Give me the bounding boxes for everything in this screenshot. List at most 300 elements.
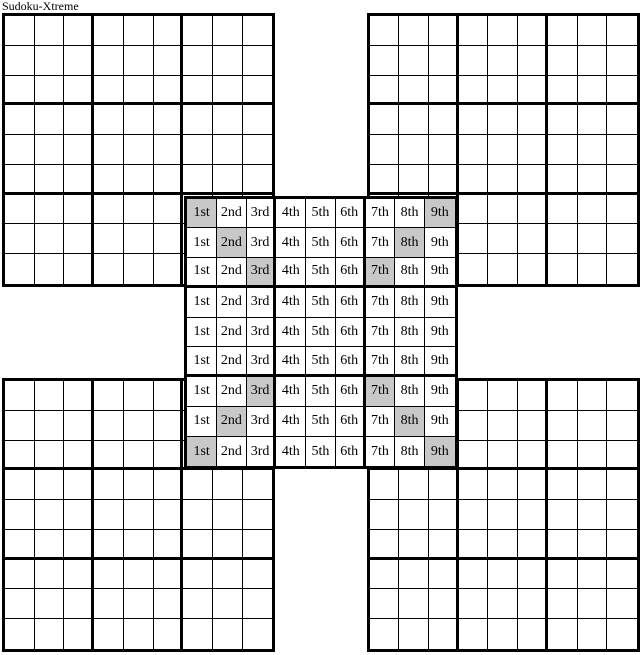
cell[interactable]: [5, 441, 35, 471]
cell[interactable]: [488, 589, 518, 619]
cell[interactable]: [607, 470, 637, 500]
rank-cell[interactable]: 6th: [336, 407, 366, 437]
cell[interactable]: [5, 254, 35, 284]
cell[interactable]: [578, 530, 608, 560]
cell[interactable]: [94, 135, 124, 165]
rank-cell[interactable]: 3rd: [247, 288, 277, 318]
cell[interactable]: [35, 619, 65, 649]
cell[interactable]: [64, 105, 94, 135]
cell[interactable]: [35, 135, 65, 165]
cell[interactable]: [399, 76, 429, 106]
cell[interactable]: [488, 560, 518, 590]
cell[interactable]: [548, 589, 578, 619]
rank-cell[interactable]: 1st: [187, 407, 217, 437]
cell[interactable]: [518, 105, 548, 135]
cell[interactable]: [154, 589, 184, 619]
cell[interactable]: [399, 105, 429, 135]
cell[interactable]: [154, 411, 184, 441]
cell[interactable]: [578, 381, 608, 411]
cell[interactable]: [64, 165, 94, 195]
cell[interactable]: [488, 46, 518, 76]
rank-cell[interactable]: 7th: [366, 228, 396, 258]
cell[interactable]: [154, 500, 184, 530]
cell[interactable]: [488, 76, 518, 106]
cell[interactable]: [429, 589, 459, 619]
cell[interactable]: [5, 195, 35, 225]
rank-cell[interactable]: 2nd: [217, 318, 247, 348]
cell[interactable]: [459, 46, 489, 76]
cell[interactable]: [213, 500, 243, 530]
cell[interactable]: [370, 560, 400, 590]
rank-cell[interactable]: 4th: [276, 199, 306, 229]
rank-cell[interactable]: 3rd: [247, 228, 277, 258]
cell[interactable]: [459, 165, 489, 195]
rank-cell[interactable]: 6th: [336, 288, 366, 318]
cell[interactable]: [124, 470, 154, 500]
cell[interactable]: [124, 105, 154, 135]
cell[interactable]: [429, 500, 459, 530]
rank-cell[interactable]: 6th: [336, 258, 366, 288]
cell[interactable]: [578, 470, 608, 500]
cell[interactable]: [243, 619, 273, 649]
cell[interactable]: [459, 619, 489, 649]
cell[interactable]: [35, 560, 65, 590]
cell[interactable]: [35, 530, 65, 560]
cell[interactable]: [64, 619, 94, 649]
cell[interactable]: [607, 560, 637, 590]
cell[interactable]: [35, 105, 65, 135]
cell[interactable]: [488, 381, 518, 411]
cell[interactable]: [548, 619, 578, 649]
cell[interactable]: [370, 619, 400, 649]
cell[interactable]: [64, 500, 94, 530]
cell[interactable]: [64, 411, 94, 441]
cell[interactable]: [429, 560, 459, 590]
rank-cell[interactable]: 1st: [187, 377, 217, 407]
cell[interactable]: [94, 470, 124, 500]
rank-cell[interactable]: 8th: [395, 407, 425, 437]
cell[interactable]: [607, 16, 637, 46]
cell[interactable]: [35, 470, 65, 500]
cell[interactable]: [64, 195, 94, 225]
rank-cell[interactable]: 3rd: [247, 437, 277, 467]
cell[interactable]: [64, 470, 94, 500]
cell[interactable]: [548, 254, 578, 284]
cell[interactable]: [459, 105, 489, 135]
cell[interactable]: [5, 76, 35, 106]
rank-cell[interactable]: 6th: [336, 377, 366, 407]
cell[interactable]: [243, 135, 273, 165]
cell[interactable]: [429, 619, 459, 649]
cell[interactable]: [5, 589, 35, 619]
cell[interactable]: [607, 619, 637, 649]
cell[interactable]: [5, 165, 35, 195]
cell[interactable]: [518, 530, 548, 560]
cell[interactable]: [213, 16, 243, 46]
rank-cell[interactable]: 8th: [395, 228, 425, 258]
cell[interactable]: [459, 470, 489, 500]
cell[interactable]: [518, 470, 548, 500]
cell[interactable]: [183, 135, 213, 165]
cell[interactable]: [64, 381, 94, 411]
cell[interactable]: [548, 195, 578, 225]
cell[interactable]: [64, 441, 94, 471]
rank-cell[interactable]: 8th: [395, 258, 425, 288]
cell[interactable]: [154, 224, 184, 254]
cell[interactable]: [124, 619, 154, 649]
cell[interactable]: [94, 589, 124, 619]
cell[interactable]: [35, 589, 65, 619]
cell[interactable]: [459, 254, 489, 284]
cell[interactable]: [607, 195, 637, 225]
cell[interactable]: [94, 381, 124, 411]
cell[interactable]: [5, 46, 35, 76]
rank-cell[interactable]: 9th: [425, 377, 455, 407]
rank-cell[interactable]: 4th: [276, 318, 306, 348]
rank-cell[interactable]: 6th: [336, 318, 366, 348]
cell[interactable]: [370, 76, 400, 106]
cell[interactable]: [429, 165, 459, 195]
cell[interactable]: [183, 589, 213, 619]
cell[interactable]: [578, 46, 608, 76]
cell[interactable]: [488, 165, 518, 195]
rank-cell[interactable]: 3rd: [247, 199, 277, 229]
cell[interactable]: [518, 411, 548, 441]
rank-cell[interactable]: 6th: [336, 199, 366, 229]
cell[interactable]: [518, 381, 548, 411]
cell[interactable]: [35, 441, 65, 471]
cell[interactable]: [183, 619, 213, 649]
cell[interactable]: [94, 254, 124, 284]
cell[interactable]: [94, 46, 124, 76]
cell[interactable]: [459, 589, 489, 619]
cell[interactable]: [124, 165, 154, 195]
cell[interactable]: [124, 76, 154, 106]
cell[interactable]: [548, 500, 578, 530]
cell[interactable]: [64, 224, 94, 254]
cell[interactable]: [370, 46, 400, 76]
rank-cell[interactable]: 4th: [276, 347, 306, 377]
cell[interactable]: [518, 560, 548, 590]
rank-cell[interactable]: 5th: [306, 228, 336, 258]
cell[interactable]: [94, 105, 124, 135]
cell[interactable]: [548, 76, 578, 106]
cell[interactable]: [94, 195, 124, 225]
cell[interactable]: [35, 76, 65, 106]
rank-cell[interactable]: 2nd: [217, 288, 247, 318]
rank-cell[interactable]: 8th: [395, 437, 425, 467]
cell[interactable]: [213, 105, 243, 135]
cell[interactable]: [399, 619, 429, 649]
rank-cell[interactable]: 8th: [395, 318, 425, 348]
rank-cell[interactable]: 7th: [366, 288, 396, 318]
cell[interactable]: [607, 441, 637, 471]
cell[interactable]: [607, 381, 637, 411]
cell[interactable]: [548, 135, 578, 165]
rank-cell[interactable]: 9th: [425, 437, 455, 467]
cell[interactable]: [488, 441, 518, 471]
cell[interactable]: [213, 560, 243, 590]
cell[interactable]: [518, 16, 548, 46]
rank-cell[interactable]: 9th: [425, 288, 455, 318]
cell[interactable]: [35, 500, 65, 530]
cell[interactable]: [548, 165, 578, 195]
cell[interactable]: [35, 16, 65, 46]
cell[interactable]: [578, 560, 608, 590]
rank-cell[interactable]: 6th: [336, 437, 366, 467]
cell[interactable]: [548, 381, 578, 411]
cell[interactable]: [94, 76, 124, 106]
cell[interactable]: [243, 530, 273, 560]
cell[interactable]: [35, 381, 65, 411]
cell[interactable]: [183, 560, 213, 590]
cell[interactable]: [518, 589, 548, 619]
cell[interactable]: [429, 76, 459, 106]
cell[interactable]: [578, 105, 608, 135]
cell[interactable]: [518, 500, 548, 530]
cell[interactable]: [459, 530, 489, 560]
rank-cell[interactable]: 4th: [276, 288, 306, 318]
cell[interactable]: [429, 135, 459, 165]
cell[interactable]: [370, 500, 400, 530]
rank-cell[interactable]: 8th: [395, 288, 425, 318]
cell[interactable]: [488, 224, 518, 254]
rank-cell[interactable]: 7th: [366, 347, 396, 377]
cell[interactable]: [94, 16, 124, 46]
rank-cell[interactable]: 4th: [276, 377, 306, 407]
cell[interactable]: [35, 411, 65, 441]
cell[interactable]: [518, 441, 548, 471]
cell[interactable]: [94, 560, 124, 590]
cell[interactable]: [124, 530, 154, 560]
cell[interactable]: [548, 441, 578, 471]
cell[interactable]: [607, 254, 637, 284]
cell[interactable]: [370, 589, 400, 619]
cell[interactable]: [243, 16, 273, 46]
cell[interactable]: [459, 381, 489, 411]
cell[interactable]: [154, 530, 184, 560]
cell[interactable]: [124, 560, 154, 590]
rank-cell[interactable]: 5th: [306, 347, 336, 377]
cell[interactable]: [370, 16, 400, 46]
cell[interactable]: [518, 254, 548, 284]
cell[interactable]: [488, 470, 518, 500]
rank-cell[interactable]: 1st: [187, 437, 217, 467]
rank-cell[interactable]: 7th: [366, 318, 396, 348]
cell[interactable]: [35, 195, 65, 225]
rank-cell[interactable]: 7th: [366, 437, 396, 467]
cell[interactable]: [607, 46, 637, 76]
cell[interactable]: [488, 411, 518, 441]
cell[interactable]: [607, 76, 637, 106]
cell[interactable]: [370, 105, 400, 135]
rank-cell[interactable]: 1st: [187, 258, 217, 288]
cell[interactable]: [183, 470, 213, 500]
cell[interactable]: [35, 224, 65, 254]
cell[interactable]: [459, 135, 489, 165]
cell[interactable]: [459, 441, 489, 471]
cell[interactable]: [548, 224, 578, 254]
cell[interactable]: [154, 165, 184, 195]
rank-cell[interactable]: 9th: [425, 347, 455, 377]
cell[interactable]: [213, 530, 243, 560]
cell[interactable]: [183, 165, 213, 195]
cell[interactable]: [35, 165, 65, 195]
cell[interactable]: [5, 16, 35, 46]
cell[interactable]: [518, 165, 548, 195]
cell[interactable]: [213, 589, 243, 619]
cell[interactable]: [548, 105, 578, 135]
cell[interactable]: [154, 560, 184, 590]
cell[interactable]: [548, 411, 578, 441]
rank-cell[interactable]: 1st: [187, 318, 217, 348]
rank-cell[interactable]: 7th: [366, 258, 396, 288]
cell[interactable]: [518, 135, 548, 165]
cell[interactable]: [578, 16, 608, 46]
rank-cell[interactable]: 5th: [306, 318, 336, 348]
cell[interactable]: [578, 411, 608, 441]
cell[interactable]: [243, 105, 273, 135]
cell[interactable]: [578, 589, 608, 619]
rank-cell[interactable]: 4th: [276, 258, 306, 288]
cell[interactable]: [548, 470, 578, 500]
cell[interactable]: [399, 589, 429, 619]
cell[interactable]: [607, 165, 637, 195]
cell[interactable]: [459, 411, 489, 441]
cell[interactable]: [488, 135, 518, 165]
cell[interactable]: [243, 589, 273, 619]
cell[interactable]: [154, 105, 184, 135]
cell[interactable]: [548, 530, 578, 560]
cell[interactable]: [64, 589, 94, 619]
rank-cell[interactable]: 8th: [395, 199, 425, 229]
cell[interactable]: [243, 46, 273, 76]
rank-cell[interactable]: 1st: [187, 199, 217, 229]
cell[interactable]: [399, 500, 429, 530]
cell[interactable]: [518, 76, 548, 106]
cell[interactable]: [124, 195, 154, 225]
cell[interactable]: [64, 76, 94, 106]
cell[interactable]: [243, 76, 273, 106]
rank-cell[interactable]: 4th: [276, 228, 306, 258]
cell[interactable]: [399, 46, 429, 76]
rank-cell[interactable]: 7th: [366, 377, 396, 407]
cell[interactable]: [607, 224, 637, 254]
rank-cell[interactable]: 8th: [395, 347, 425, 377]
cell[interactable]: [488, 254, 518, 284]
cell[interactable]: [64, 560, 94, 590]
cell[interactable]: [35, 46, 65, 76]
cell[interactable]: [370, 135, 400, 165]
cell[interactable]: [488, 619, 518, 649]
cell[interactable]: [5, 560, 35, 590]
cell[interactable]: [183, 500, 213, 530]
cell[interactable]: [399, 530, 429, 560]
cell[interactable]: [5, 105, 35, 135]
cell[interactable]: [183, 530, 213, 560]
rank-cell[interactable]: 5th: [306, 377, 336, 407]
cell[interactable]: [578, 224, 608, 254]
cell[interactable]: [578, 254, 608, 284]
cell[interactable]: [370, 530, 400, 560]
cell[interactable]: [35, 254, 65, 284]
cell[interactable]: [607, 135, 637, 165]
cell[interactable]: [64, 135, 94, 165]
cell[interactable]: [488, 195, 518, 225]
rank-cell[interactable]: 9th: [425, 228, 455, 258]
cell[interactable]: [5, 619, 35, 649]
cell[interactable]: [124, 500, 154, 530]
rank-cell[interactable]: 6th: [336, 228, 366, 258]
rank-cell[interactable]: 3rd: [247, 407, 277, 437]
cell[interactable]: [459, 16, 489, 46]
rank-cell[interactable]: 9th: [425, 199, 455, 229]
rank-cell[interactable]: 9th: [425, 258, 455, 288]
cell[interactable]: [213, 76, 243, 106]
cell[interactable]: [429, 46, 459, 76]
cell[interactable]: [243, 165, 273, 195]
cell[interactable]: [429, 16, 459, 46]
cell[interactable]: [459, 560, 489, 590]
cell[interactable]: [183, 76, 213, 106]
cell[interactable]: [243, 500, 273, 530]
rank-cell[interactable]: 5th: [306, 258, 336, 288]
cell[interactable]: [154, 441, 184, 471]
cell[interactable]: [399, 165, 429, 195]
cell[interactable]: [399, 560, 429, 590]
cell[interactable]: [5, 224, 35, 254]
rank-cell[interactable]: 4th: [276, 407, 306, 437]
cell[interactable]: [154, 254, 184, 284]
cell[interactable]: [399, 135, 429, 165]
cell[interactable]: [94, 165, 124, 195]
cell[interactable]: [578, 195, 608, 225]
cell[interactable]: [213, 470, 243, 500]
cell[interactable]: [548, 16, 578, 46]
rank-cell[interactable]: 2nd: [217, 347, 247, 377]
cell[interactable]: [5, 530, 35, 560]
rank-cell[interactable]: 7th: [366, 199, 396, 229]
cell[interactable]: [64, 254, 94, 284]
rank-cell[interactable]: 3rd: [247, 347, 277, 377]
rank-cell[interactable]: 8th: [395, 377, 425, 407]
cell[interactable]: [488, 16, 518, 46]
cell[interactable]: [459, 500, 489, 530]
cell[interactable]: [213, 135, 243, 165]
cell[interactable]: [548, 46, 578, 76]
cell[interactable]: [94, 441, 124, 471]
cell[interactable]: [154, 195, 184, 225]
rank-cell[interactable]: 5th: [306, 407, 336, 437]
rank-cell[interactable]: 6th: [336, 347, 366, 377]
rank-cell[interactable]: 3rd: [247, 258, 277, 288]
rank-cell[interactable]: 5th: [306, 437, 336, 467]
rank-cell[interactable]: 1st: [187, 228, 217, 258]
cell[interactable]: [518, 619, 548, 649]
rank-cell[interactable]: 3rd: [247, 318, 277, 348]
rank-cell[interactable]: 5th: [306, 199, 336, 229]
cell[interactable]: [5, 470, 35, 500]
rank-cell[interactable]: 2nd: [217, 377, 247, 407]
rank-cell[interactable]: 3rd: [247, 377, 277, 407]
cell[interactable]: [94, 530, 124, 560]
cell[interactable]: [488, 500, 518, 530]
cell[interactable]: [518, 224, 548, 254]
cell[interactable]: [213, 46, 243, 76]
cell[interactable]: [124, 381, 154, 411]
cell[interactable]: [370, 165, 400, 195]
cell[interactable]: [243, 470, 273, 500]
